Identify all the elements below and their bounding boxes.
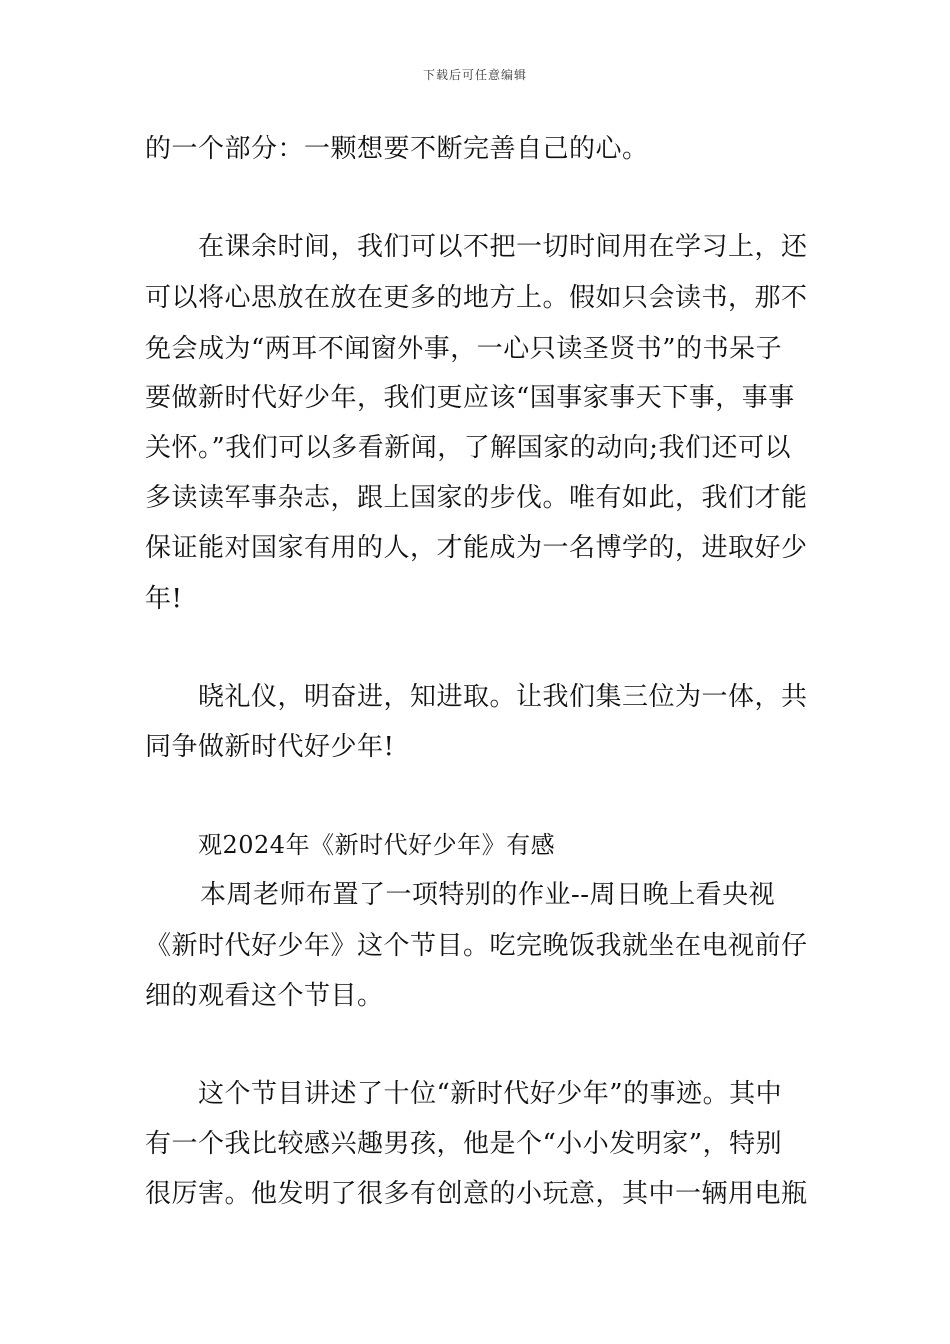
- text-line: 要做新时代好少年，我们更应该“国事家事天下事，事事: [145, 383, 795, 413]
- text-line: 这个节目讲述了十位“新时代好少年”的事迹。其中: [198, 1079, 783, 1109]
- text-line: 保证能对国家有用的人，才能成为一名博学的，进取好少: [145, 533, 808, 563]
- text-line: 在课余时间，我们可以不把一切时间用在学习上，还: [198, 232, 808, 262]
- text-line: 关怀。”我们可以多看新闻，了解国家的动向;我们还可以: [145, 433, 792, 463]
- page-header: 下载后可任意编辑: [422, 68, 527, 82]
- text-line: 很厉害。他发明了很多有创意的小玩意，其中一辆用电瓶: [145, 1179, 808, 1209]
- text-line: 有一个我比较感兴趣男孩，他是个“小小发明家”，特别: [145, 1129, 783, 1159]
- text-line: 年!: [145, 584, 183, 614]
- text-line: 细的观看这个节目。: [145, 981, 384, 1011]
- text-line: 的一个部分：一颗想要不断完善自己的心。: [145, 134, 649, 164]
- text-line: 本周老师布置了一项特别的作业--周日晚上看央视: [200, 880, 776, 910]
- article-title: 观2024年《新时代好少年》有感: [198, 831, 556, 859]
- text-line: 多读读军事杂志，跟上国家的步伐。唯有如此，我们才能: [145, 483, 808, 513]
- text-line: 可以将心思放在放在更多的地方上。假如只会读书，那不: [145, 283, 808, 313]
- text-line: 《新时代好少年》这个节目。吃完晚饭我就坐在电视前仔: [145, 931, 808, 961]
- text-line: 同争做新时代好少年!: [145, 732, 395, 762]
- text-line: 晓礼仪，明奋进，知进取。让我们集三位为一体，共: [198, 682, 808, 712]
- text-line: 免会成为“两耳不闻窗外事，一心只读圣贤书”的书呆子: [145, 334, 783, 364]
